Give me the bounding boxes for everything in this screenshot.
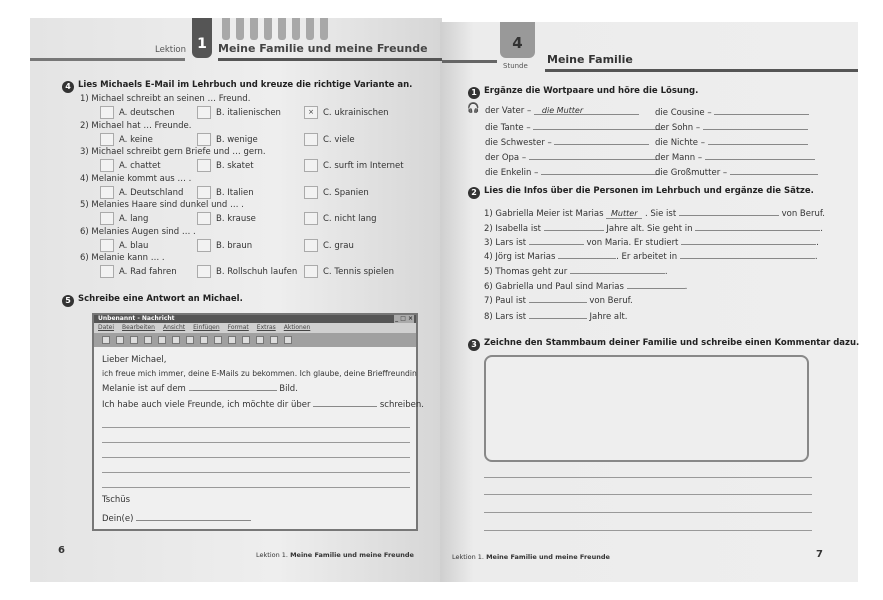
word: der Sohn – [655, 123, 701, 133]
word: der Opa – [485, 153, 527, 163]
blank-field[interactable] [695, 222, 820, 231]
task-number: 3 [468, 339, 480, 351]
text: . [820, 224, 823, 234]
page-title: Meine Familie [547, 53, 633, 66]
task-title: Schreibe eine Antwort an Michael. [78, 294, 243, 304]
window-titlebar [94, 315, 416, 323]
question-text: 6) Melanies Augen sind … . [80, 226, 196, 237]
word: der Mann – [655, 153, 703, 163]
answer-option-b: B. krause [216, 214, 256, 224]
text: 6) Gabriella und Paul sind Marias [484, 282, 624, 292]
answer-option-a: A. chattet [119, 161, 161, 171]
answer-checkbox-b[interactable] [197, 212, 211, 225]
word-pair-left [485, 106, 639, 116]
menu-item[interactable]: Extras [256, 324, 276, 331]
writing-line[interactable] [102, 487, 410, 488]
email-greeting: Lieber Michael, [102, 355, 167, 365]
sentence-7 [484, 294, 633, 306]
answer-option-b: B. skatet [216, 161, 254, 171]
text: Lektion 1. [452, 553, 484, 561]
sentence-8 [484, 310, 627, 322]
page-number-left: 6 [58, 545, 65, 556]
text: Ich habe auch viele Freunde, ich möchte dir über [102, 400, 311, 410]
text: Melanie ist auf dem [102, 384, 186, 394]
task4-heading [62, 80, 412, 93]
family-tree-drawing-box[interactable] [484, 355, 809, 462]
word-pair-right [655, 106, 809, 118]
answer-checkbox-a[interactable] [100, 265, 114, 278]
sentence-5 [484, 265, 668, 277]
text: von Beruf. [589, 296, 633, 306]
blank-field[interactable] [627, 280, 685, 289]
answer-field[interactable] [708, 136, 808, 145]
text: Meine Familie und meine Freunde [290, 551, 414, 559]
toolbar-button-icon[interactable] [158, 336, 166, 344]
answer-checkbox-c[interactable] [304, 265, 318, 278]
text: Lektion 1. [256, 551, 288, 559]
writing-line[interactable] [102, 427, 410, 428]
task-number: 5 [62, 295, 74, 307]
word: die Cousine – [655, 108, 712, 118]
lektion-label: Lektion [155, 45, 187, 55]
text: Dein(e) [102, 514, 134, 524]
toolbar-button-icon[interactable] [144, 336, 152, 344]
stunde-label: Stunde [503, 62, 528, 70]
blank-field[interactable] [529, 294, 587, 303]
text: von Maria. Er studiert [586, 238, 679, 248]
text: schreiben. [379, 400, 424, 410]
text: . Sie ist [644, 209, 677, 219]
answer-checkbox-b[interactable] [197, 106, 211, 119]
answer-field[interactable] [714, 106, 809, 115]
email-line1: ich freue mich immer, deine E-Mails zu bekommen. Ich glaube, deine Brieffreundin [102, 369, 417, 378]
toolbar-button-icon[interactable] [242, 336, 250, 344]
task-number: 1 [468, 87, 480, 99]
answer-checkbox-b[interactable] [197, 186, 211, 199]
word: die Enkelin – [485, 168, 539, 178]
menu-item[interactable]: Datei [98, 324, 115, 331]
headphones-icon[interactable]: 🎧 [467, 103, 480, 114]
word: die Großmutter – [655, 168, 728, 178]
menu-item[interactable]: Einfügen [193, 324, 220, 331]
writing-line[interactable] [484, 530, 812, 531]
task-number: 2 [468, 187, 480, 199]
text: 8) Lars ist [484, 312, 527, 322]
blank-field[interactable] [680, 250, 815, 259]
text: . [664, 267, 668, 277]
text: 7) Paul ist [484, 296, 526, 306]
answer-option-c: C. nicht lang [323, 214, 377, 224]
task1-heading [468, 86, 698, 99]
text: 3) Lars ist [484, 238, 527, 248]
email-line2 [102, 382, 298, 394]
writing-line[interactable] [102, 442, 410, 443]
text: 1) Gabriella Meier ist Marias [484, 209, 604, 219]
text: Jahre alt. [589, 312, 628, 322]
word-pair-left [485, 151, 657, 163]
blank-field[interactable] [529, 310, 587, 319]
answer-checkbox-a[interactable] [100, 106, 114, 119]
answer-option-b: B. wenige [216, 134, 258, 145]
question-text: 3) Michael schreibt gern Briefe und … gern. [80, 147, 266, 157]
text: Jahre alt. Sie geht in [606, 224, 693, 234]
answer-option-a: A. deutschen [119, 108, 175, 118]
email-signature [102, 512, 251, 524]
answer-option-b: B. italienischen [216, 108, 281, 118]
menu-item[interactable]: Aktionen [283, 324, 311, 331]
text: . [816, 238, 819, 248]
toolbar-button-icon[interactable] [214, 336, 222, 344]
answer-option-a: A. Deutschland [119, 187, 184, 198]
writing-line[interactable] [102, 457, 410, 458]
writing-line[interactable] [484, 494, 812, 495]
answer-option-a: A. blau [119, 240, 149, 251]
email-line3 [102, 398, 424, 410]
toolbar-button-icon[interactable] [102, 336, 110, 344]
text: . [814, 252, 818, 262]
task3-heading [468, 338, 859, 351]
word-pair-left [485, 136, 649, 148]
word: die Schwester – [485, 138, 552, 148]
answer-option-c: C. Spanien [323, 187, 369, 198]
email-window [92, 313, 424, 531]
answer-checkbox-c[interactable]: × [304, 106, 318, 119]
answer-checkbox-a[interactable] [100, 212, 114, 225]
word: die Tante – [485, 123, 531, 133]
text: Bild. [279, 384, 298, 394]
question-text: 5) Melanies Haare sind dunkel und … . [80, 200, 244, 210]
answer-option-a: A. keine [119, 134, 153, 145]
question-text: 1) Michael schreibt an seinen … Freund. [80, 94, 251, 104]
menu-item[interactable]: Format [227, 324, 249, 331]
toolbar-button-icon[interactable] [256, 336, 264, 344]
toolbar-button-icon[interactable] [284, 336, 292, 344]
toolbar [94, 333, 416, 347]
word-pair-right [655, 136, 808, 148]
answer-checkbox-a[interactable] [100, 159, 114, 172]
task-title: Ergänze die Wortpaare und höre die Lösung. [484, 86, 699, 96]
question-text: 4) Melanie kommt aus … . [80, 173, 192, 184]
answer-field[interactable] [541, 166, 659, 175]
answer-checkbox-c[interactable] [304, 133, 318, 146]
answer-field[interactable]: Mutter [606, 210, 642, 219]
toolbar-button-icon[interactable] [130, 336, 138, 344]
sentence-2 [484, 222, 823, 234]
answer-option-b: B. braun [216, 240, 253, 251]
text: . [684, 282, 688, 292]
word-pair-left [485, 166, 659, 178]
answer-field[interactable] [533, 121, 661, 130]
sentence-6 [484, 280, 687, 292]
text: von Beruf. [781, 209, 825, 219]
answer-field[interactable] [529, 151, 657, 160]
toolbar-button-icon[interactable] [200, 336, 208, 344]
window-controls[interactable]: _ □ × [395, 315, 413, 322]
answer-checkbox-c[interactable] [304, 159, 318, 172]
answer-option-b: B. Italien [216, 187, 254, 198]
answer-option-c: C. grau [323, 240, 354, 251]
footer-right [452, 553, 610, 561]
text: 4) Jörg ist Marias [484, 252, 556, 262]
lesson-number-badge: 4 [500, 22, 535, 58]
toolbar-button-icon[interactable] [116, 336, 124, 344]
footer-left [256, 551, 414, 559]
word-pair-left [485, 121, 661, 133]
page-title: Meine Familie und meine Freunde [218, 42, 428, 55]
answer-option-b: B. Rollschuh laufen [216, 267, 298, 277]
text: Meine Familie und meine Freunde [486, 553, 610, 561]
answer-option-a: A. lang [119, 214, 149, 224]
toolbar-button-icon[interactable] [186, 336, 194, 344]
question-text: 2) Michael hat … Freunde. [80, 120, 192, 131]
answer-field[interactable] [705, 151, 815, 160]
menu-bar [94, 323, 416, 333]
answer-field[interactable] [703, 121, 808, 130]
answer-option-c: C. surft im Internet [323, 161, 404, 171]
blank-field[interactable] [681, 236, 816, 245]
task-title: Zeichne den Stammbaum deiner Familie und schreibe einen Kommentar dazu. [484, 338, 860, 348]
lektion-number-badge: 1 [192, 18, 212, 58]
text: 2) Isabella ist [484, 224, 541, 234]
sentence-3 [484, 236, 819, 248]
answer-checkbox-b[interactable] [197, 159, 211, 172]
answer-checkbox-a[interactable] [100, 186, 114, 199]
question-text: 6) Melanie kann … . [80, 253, 165, 263]
text: . Er arbeitet in [616, 252, 678, 262]
answer-option-a: A. Rad fahren [119, 267, 177, 277]
blank-field[interactable] [189, 382, 277, 391]
task-title: Lies Michaels E-Mail im Lehrbuch und kreuze die richtige Variante an. [78, 80, 413, 90]
answer-checkbox-a[interactable] [100, 133, 114, 146]
answer-checkbox-b[interactable] [197, 133, 211, 146]
answer-option-c: C. Tennis spielen [323, 267, 394, 277]
blank-field[interactable] [529, 236, 584, 245]
answer-checkbox-a[interactable] [100, 239, 114, 252]
answer-checkbox-b[interactable] [197, 239, 211, 252]
task2-heading [468, 186, 814, 199]
blank-field[interactable] [679, 207, 779, 216]
task5-heading [62, 294, 243, 307]
word-pair-right [655, 151, 815, 163]
menu-item[interactable]: Ansicht [162, 324, 186, 331]
word-pair-right [655, 121, 808, 133]
answer-checkbox-c[interactable] [304, 212, 318, 225]
word-pair-right [655, 166, 818, 178]
word: der Vater – [485, 106, 532, 116]
answer-checkbox-b[interactable] [197, 265, 211, 278]
blank-field[interactable] [558, 250, 616, 259]
answer-checkbox-c[interactable] [304, 186, 318, 199]
blank-field[interactable] [544, 222, 604, 231]
writing-line[interactable] [484, 477, 812, 478]
writing-line[interactable] [484, 512, 812, 513]
blank-field[interactable] [313, 398, 377, 407]
blank-field[interactable] [136, 512, 251, 521]
answer-field[interactable] [730, 166, 818, 175]
sentence-1 [484, 207, 825, 219]
window-title: Unbenannt - Nachricht [98, 315, 175, 322]
word: die Nichte – [655, 138, 705, 148]
email-closing: Tschüs [102, 495, 131, 505]
sentence-4 [484, 250, 818, 262]
answer-field[interactable] [554, 136, 649, 145]
blank-field[interactable] [570, 265, 665, 274]
answer-option-c: C. viele [323, 134, 355, 145]
writing-line[interactable] [102, 472, 410, 473]
toolbar-button-icon[interactable] [228, 336, 236, 344]
toolbar-button-icon[interactable] [172, 336, 180, 344]
page-number-right: 7 [816, 549, 823, 560]
task-number: 4 [62, 81, 74, 93]
answer-option-c: C. ukrainischen [323, 108, 389, 118]
answer-field[interactable]: die Mutter [534, 106, 639, 115]
task-title: Lies die Infos über die Personen im Lehrbuch und ergänze die Sätze. [484, 186, 814, 196]
answer-checkbox-c[interactable] [304, 239, 318, 252]
toolbar-button-icon[interactable] [270, 336, 278, 344]
text: 5) Thomas geht zur [484, 267, 568, 277]
menu-item[interactable]: Bearbeiten [122, 324, 155, 331]
